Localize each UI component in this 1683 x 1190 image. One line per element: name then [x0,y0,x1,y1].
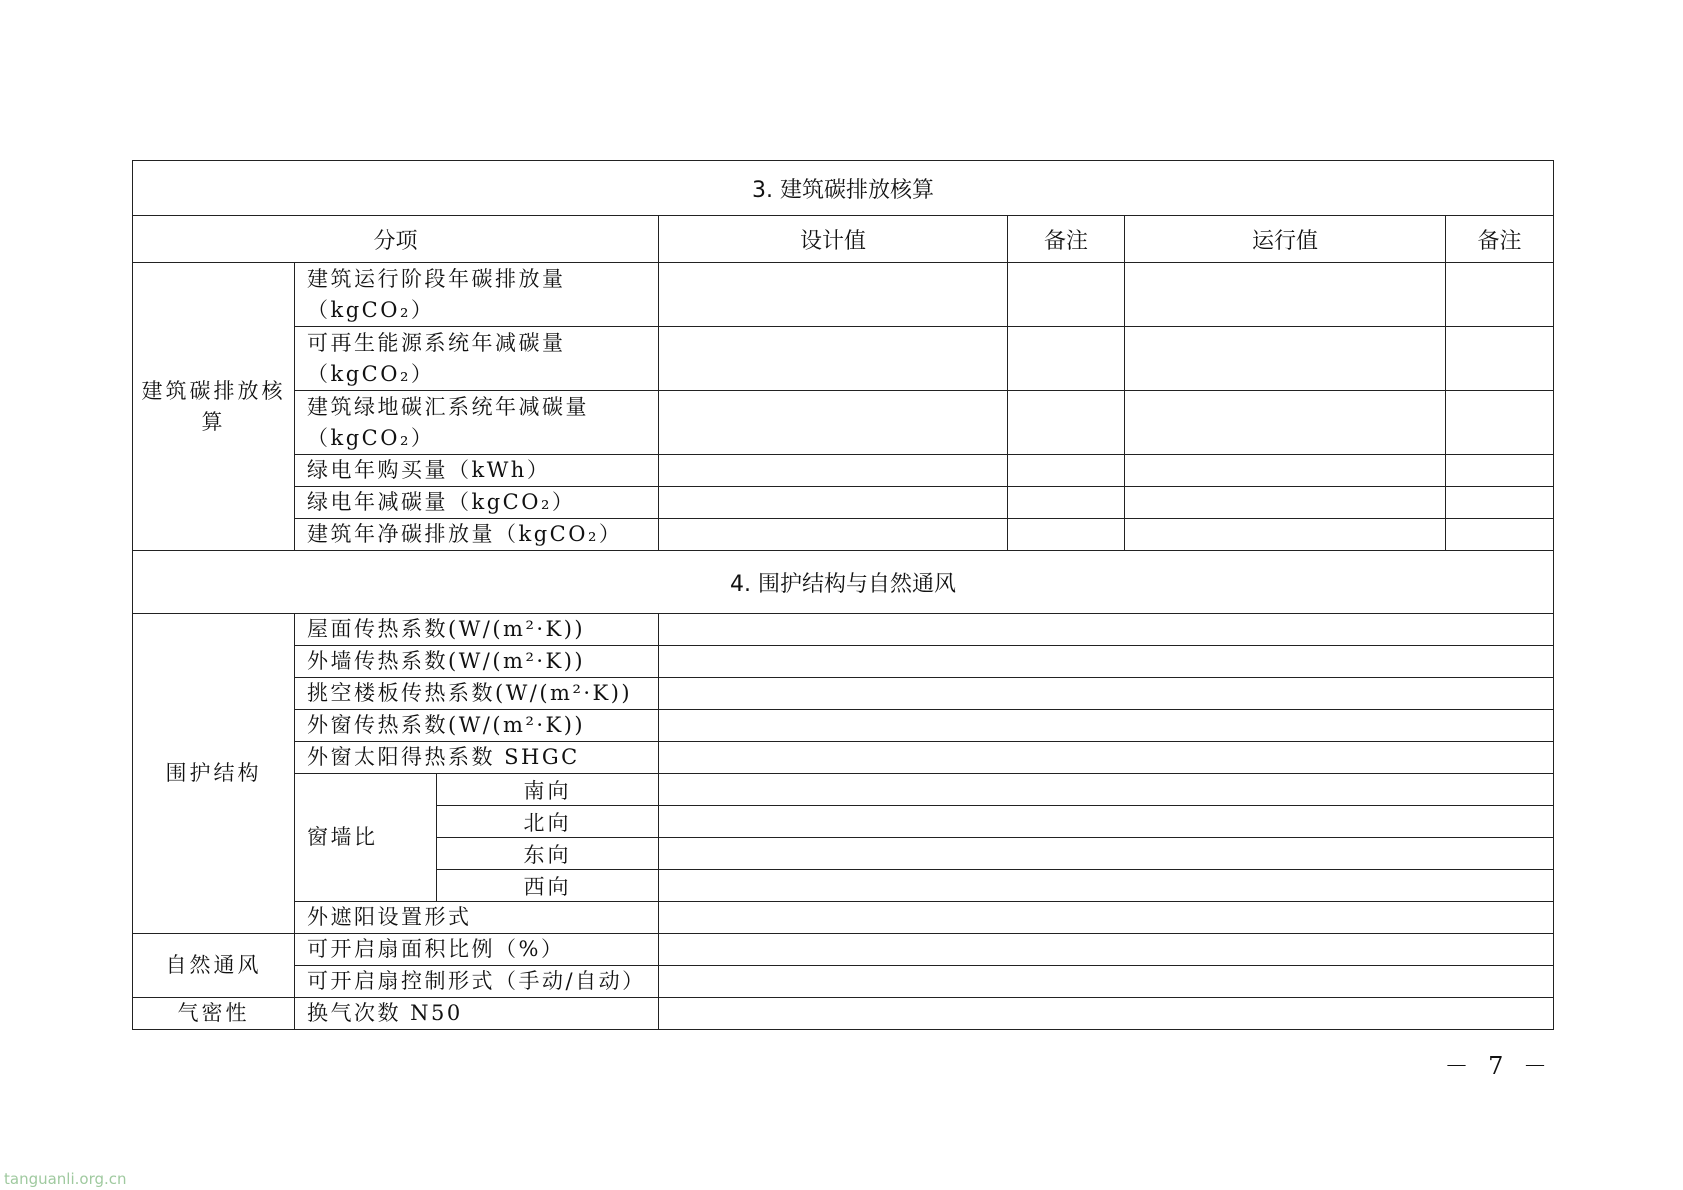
row-green-power-reduction: 绿电年减碳量（kgCO₂） [295,487,659,519]
remark-cell[interactable] [1008,455,1125,487]
operation-value-cell[interactable] [1125,263,1446,327]
page-number: － 7 － [1444,1052,1553,1080]
operation-value-cell[interactable] [1125,455,1446,487]
remark-cell[interactable] [1008,487,1125,519]
row-unit: （kgCO₂） [307,361,435,386]
value-cell[interactable] [659,614,1554,646]
remark-cell[interactable] [1008,519,1125,551]
orientation-east: 东向 [437,838,659,870]
row-label: 建筑绿地碳汇系统年减碳量 [307,394,589,419]
value-cell[interactable] [659,646,1554,678]
design-value-cell[interactable] [659,391,1008,455]
row-unit: （kgCO₂） [307,425,435,450]
group-natural-ventilation: 自然通风 [133,934,295,998]
remark-cell[interactable] [1446,519,1554,551]
design-value-cell[interactable] [659,487,1008,519]
design-value-cell[interactable] [659,519,1008,551]
row-openable-area-ratio: 可开启扇面积比例（%） [295,934,659,966]
value-cell[interactable] [659,806,1554,838]
remark-cell[interactable] [1008,391,1125,455]
operation-value-cell[interactable] [1125,327,1446,391]
remark-cell[interactable] [1446,391,1554,455]
row-label: 建筑运行阶段年碳排放量 [307,266,566,291]
remark-cell[interactable] [1446,263,1554,327]
header-remark-2: 备注 [1446,216,1554,263]
row-external-shading: 外遮阳设置形式 [295,902,659,934]
row-annual-carbon-emission [295,263,659,327]
remark-cell[interactable] [1446,455,1554,487]
value-cell[interactable] [659,870,1554,902]
orientation-north: 北向 [437,806,659,838]
remark-cell[interactable] [1446,327,1554,391]
design-value-cell[interactable] [659,263,1008,327]
operation-value-cell[interactable] [1125,487,1446,519]
header-design-value: 设计值 [659,216,1008,263]
row-window-u-value: 外窗传热系数(W/(m²·K)) [295,710,659,742]
section4-title: 4. 围护结构与自然通风 [133,551,1554,614]
value-cell[interactable] [659,838,1554,870]
row-net-carbon-emission: 建筑年净碳排放量（kgCO₂） [295,519,659,551]
design-value-cell[interactable] [659,455,1008,487]
row-unit: （kgCO₂） [307,297,435,322]
form-table [132,160,1554,1030]
value-cell[interactable] [659,710,1554,742]
remark-cell[interactable] [1446,487,1554,519]
window-wall-ratio-label: 窗墙比 [295,774,437,902]
value-cell[interactable] [659,934,1554,966]
remark-cell[interactable] [1008,327,1125,391]
header-operation-value: 运行值 [1125,216,1446,263]
header-remark-1: 备注 [1008,216,1125,263]
group-carbon-accounting: 建筑碳排放核算 [133,263,295,551]
row-openable-control-mode: 可开启扇控制形式（手动/自动） [295,966,659,998]
row-green-power-purchase: 绿电年购买量（kWh） [295,455,659,487]
value-cell[interactable] [659,902,1554,934]
operation-value-cell[interactable] [1125,519,1446,551]
value-cell[interactable] [659,966,1554,998]
orientation-south: 南向 [437,774,659,806]
header-item: 分项 [133,216,659,263]
value-cell[interactable] [659,998,1554,1030]
value-cell[interactable] [659,678,1554,710]
value-cell[interactable] [659,774,1554,806]
row-window-shgc: 外窗太阳得热系数 SHGC [295,742,659,774]
row-green-sink-reduction [295,391,659,455]
watermark: tanguanli.org.cn [4,1170,127,1188]
design-value-cell[interactable] [659,327,1008,391]
orientation-west: 西向 [437,870,659,902]
row-overhang-floor-u-value: 挑空楼板传热系数(W/(m²·K)) [295,678,659,710]
group-airtightness: 气密性 [133,998,295,1030]
operation-value-cell[interactable] [1125,391,1446,455]
row-label: 可再生能源系统年减碳量 [307,330,566,355]
row-roof-u-value: 屋面传热系数(W/(m²·K)) [295,614,659,646]
value-cell[interactable] [659,742,1554,774]
section3-title: 3. 建筑碳排放核算 [133,161,1554,216]
row-air-change-n50: 换气次数 N50 [295,998,659,1030]
row-wall-u-value: 外墙传热系数(W/(m²·K)) [295,646,659,678]
remark-cell[interactable] [1008,263,1125,327]
row-renewable-reduction [295,327,659,391]
group-envelope: 围护结构 [133,614,295,934]
